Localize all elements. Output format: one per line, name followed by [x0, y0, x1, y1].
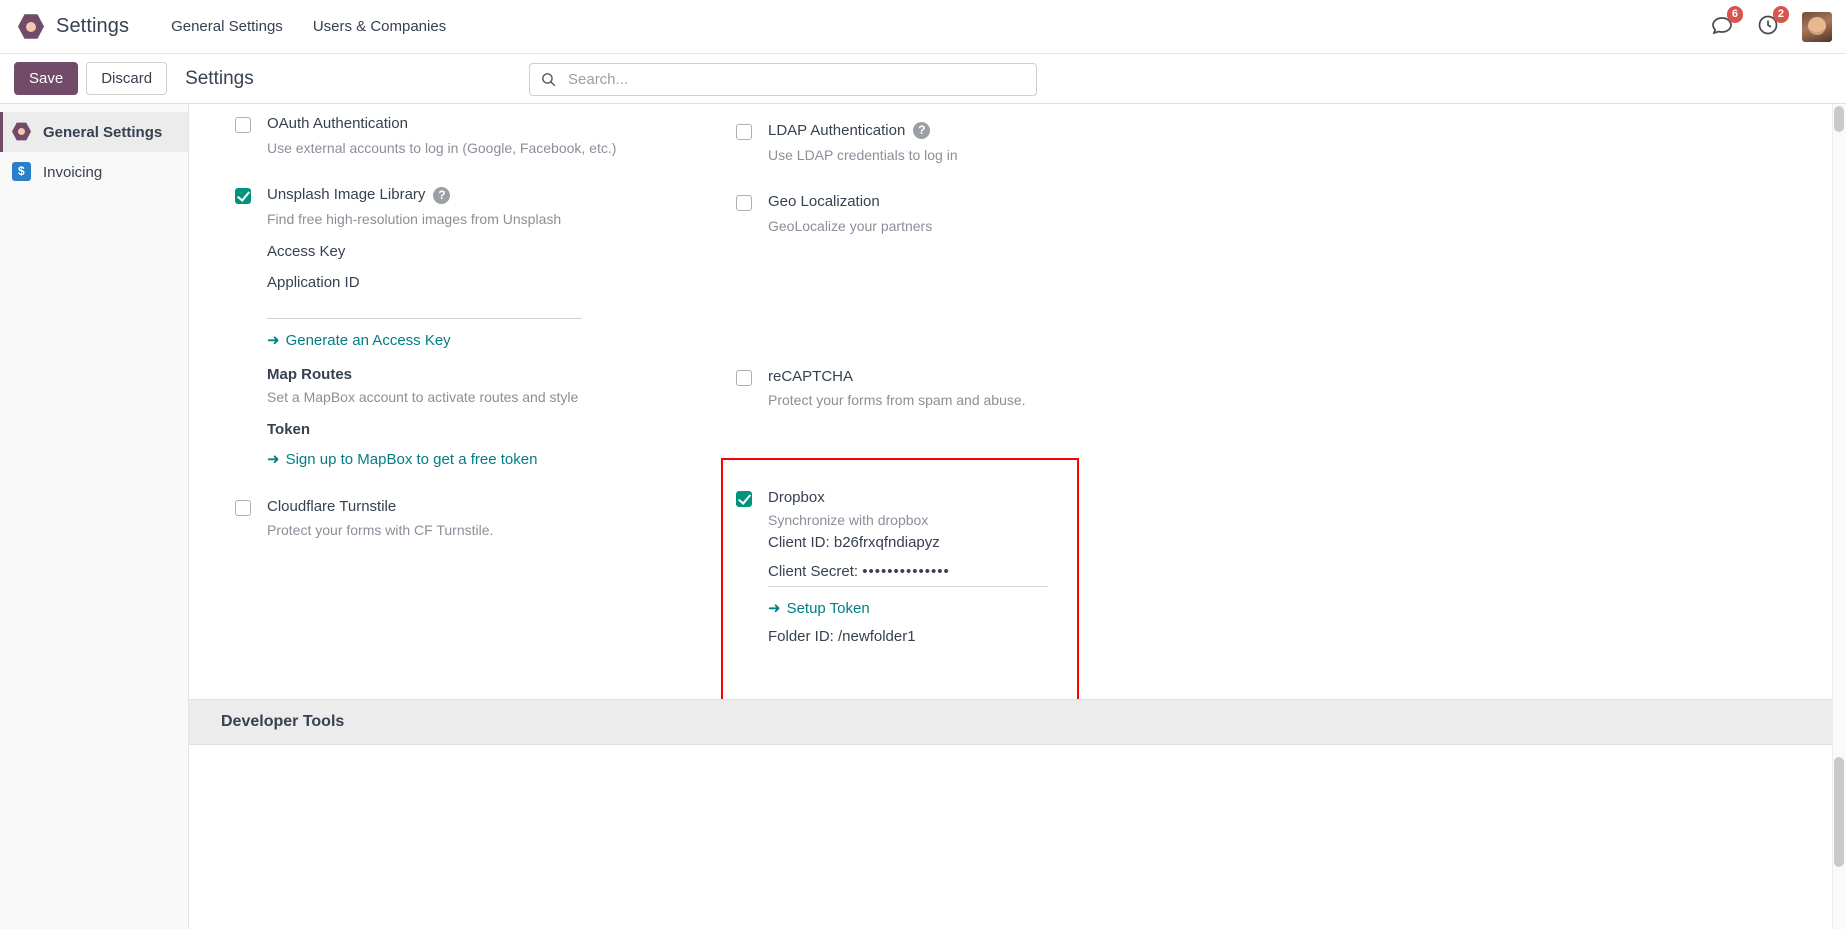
map-routes-label: Map Routes: [267, 365, 353, 383]
activities-icon[interactable]: [1756, 7, 1784, 42]
unsplash-application-id-input[interactable]: [267, 293, 582, 319]
nav-item-general-settings[interactable]: General Settings: [171, 18, 283, 35]
dropbox-folder-id: Folder ID: /newfolder1: [768, 627, 916, 645]
dropbox-client-id: Client ID: b26frxqfndiapyz: [768, 533, 940, 551]
unsplash-access-key-label: Access Key: [267, 242, 346, 260]
setting-oauth-authentication: [235, 114, 735, 157]
mapbox-signup-link[interactable]: [267, 450, 537, 468]
geo-localization-checkbox[interactable]: [736, 195, 752, 211]
unsplash-access-key-row: [267, 243, 735, 260]
setting-dropbox: [736, 488, 1236, 644]
settings-content: [189, 104, 1846, 929]
app-title: Settings: [56, 15, 130, 37]
dropbox-client-secret-label: Client Secret:: [768, 562, 859, 580]
dropbox-setup-token-link[interactable]: [768, 599, 870, 617]
mapbox-signup-label: Sign up to MapBox to get a free token: [285, 450, 538, 468]
geo-localization-label: Geo Localization: [768, 193, 880, 211]
arrow-right-icon: ➜: [267, 331, 280, 349]
dropbox-client-secret[interactable]: [768, 563, 1048, 587]
developer-tools-section-title: Developer Tools: [189, 699, 1846, 745]
search-box[interactable]: [529, 63, 1037, 96]
scrollbar-thumb[interactable]: [1834, 757, 1844, 867]
generate-access-key-link[interactable]: [267, 331, 451, 349]
settings-left-column: [235, 114, 735, 673]
recaptcha-checkbox[interactable]: [736, 370, 752, 386]
arrow-right-icon: ➜: [267, 450, 280, 468]
turnstile-label: Cloudflare Turnstile: [267, 497, 397, 515]
settings-icon: [12, 122, 32, 142]
invoicing-icon: [12, 162, 32, 182]
setting-geo-localization: [736, 192, 1236, 235]
user-avatar[interactable]: [1802, 12, 1832, 42]
setting-cloudflare-turnstile: [235, 497, 735, 540]
sidebar-item-general-settings[interactable]: [0, 112, 188, 152]
ldap-description: Use LDAP credentials to log in: [768, 146, 958, 163]
page-title: Settings: [185, 67, 254, 89]
recaptcha-description: Protect your forms from spam and abuse.: [768, 392, 1026, 409]
help-icon[interactable]: ?: [913, 122, 930, 139]
unsplash-label: Unsplash Image Library: [267, 186, 426, 204]
recaptcha-label: reCAPTCHA: [768, 367, 854, 385]
odoo-logo-icon[interactable]: [16, 12, 46, 42]
turnstile-checkbox[interactable]: [235, 500, 251, 516]
search-input[interactable]: [566, 70, 1026, 89]
unsplash-application-id-row: [267, 274, 735, 319]
scrollbar-thumb-top[interactable]: [1834, 106, 1844, 132]
setting-ldap-authentication: [736, 121, 1236, 164]
mapbox-token-row: [267, 421, 735, 438]
setting-unsplash-image-library: [235, 185, 735, 468]
oauth-checkbox[interactable]: [235, 117, 251, 133]
save-button[interactable]: Save: [14, 62, 78, 95]
dropbox-label: Dropbox: [768, 489, 825, 507]
turnstile-description: Protect your forms with CF Turnstile.: [267, 522, 494, 539]
unsplash-application-id-label: Application ID: [267, 273, 360, 291]
oauth-label: OAuth Authentication: [267, 115, 408, 132]
nav-item-users-companies[interactable]: Users & Companies: [312, 18, 447, 35]
mapbox-token-label: Token: [267, 420, 311, 438]
ldap-label: LDAP Authentication: [768, 122, 906, 139]
generate-access-key-label: Generate an Access Key: [285, 331, 451, 349]
dropbox-client-secret-value: ••••••••••••••: [862, 562, 950, 580]
sidebar-item-label: General Settings: [43, 123, 163, 141]
dropbox-setup-token-label: Setup Token: [786, 599, 870, 617]
body: [0, 104, 1846, 929]
sidebar-item-invoicing[interactable]: [0, 152, 188, 192]
messages-icon[interactable]: [1710, 7, 1738, 42]
settings-right-column: [736, 114, 1236, 673]
top-navbar: [0, 0, 1846, 54]
arrow-right-icon: ➜: [768, 599, 781, 617]
unsplash-checkbox[interactable]: [235, 188, 251, 204]
discard-button[interactable]: Discard: [86, 62, 167, 95]
control-panel: [0, 54, 1846, 104]
sidebar-item-label: Invoicing: [43, 163, 103, 181]
messages-badge: 6: [1727, 6, 1743, 23]
map-routes-description: Set a MapBox account to activate routes and style: [267, 388, 579, 405]
setting-recaptcha: [736, 367, 1236, 410]
settings-sidebar: [0, 104, 189, 929]
geo-localization-description: GeoLocalize your partners: [768, 217, 933, 234]
activities-badge: 2: [1773, 6, 1789, 23]
unsplash-description: Find free high-resolution images from Unsplash: [267, 210, 562, 227]
dropbox-description: Synchronize with dropbox: [768, 511, 929, 528]
navbar-right-group: [1710, 0, 1832, 54]
oauth-description: Use external accounts to log in (Google, Facebook, etc.): [267, 139, 617, 156]
vertical-scrollbar[interactable]: [1832, 104, 1846, 929]
help-icon[interactable]: ?: [433, 187, 450, 204]
ldap-checkbox[interactable]: [736, 124, 752, 140]
dropbox-checkbox[interactable]: [736, 491, 752, 507]
settings-grid: [189, 104, 1846, 673]
search-icon: [540, 71, 557, 88]
